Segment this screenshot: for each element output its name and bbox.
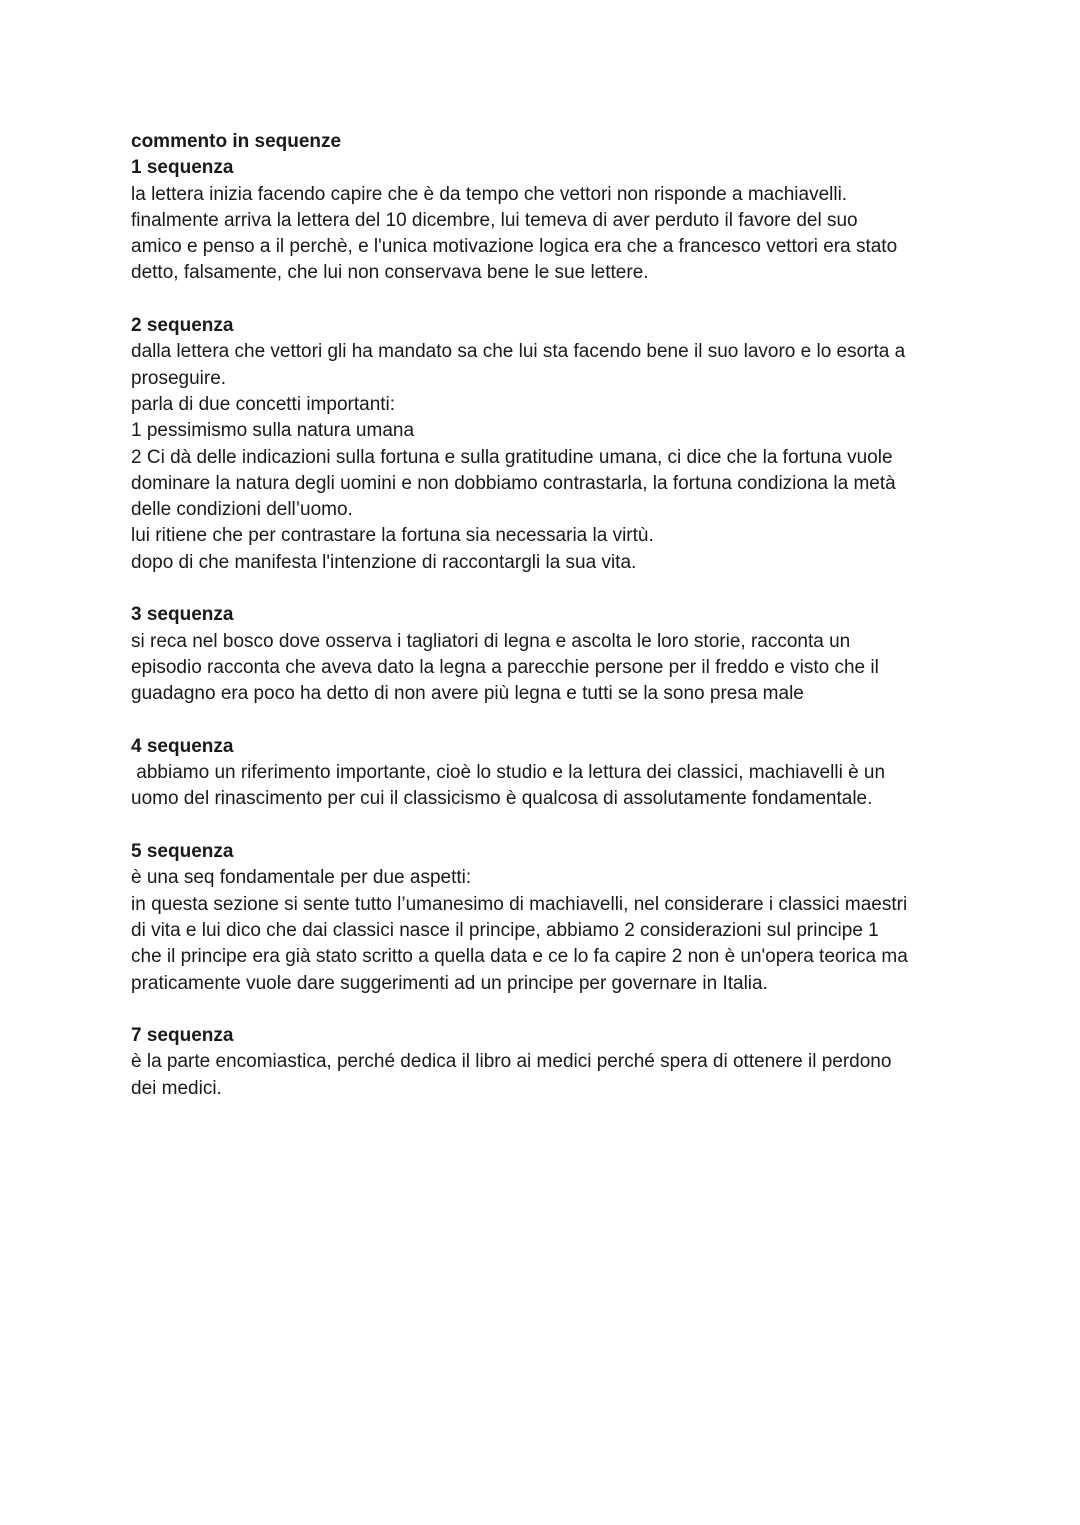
section-heading: 1 sequenza — [131, 157, 234, 179]
paragraph-line: che il principe era già stato scritto a quella data e ce lo fa capire 2 non è un'opera teorica ma — [131, 946, 908, 968]
paragraph-line: detto, falsamente, che lui non conservava bene le sue lettere. — [131, 262, 649, 284]
section-heading: 3 sequenza — [131, 604, 234, 626]
paragraph-line: è la parte encomiastica, perché dedica il libro ai medici perché spera di ottenere il perdono — [131, 1051, 892, 1073]
section-heading: 5 sequenza — [131, 841, 234, 863]
paragraph-line: dopo di che manifesta l'intenzione di raccontargli la sua vita. — [131, 551, 637, 573]
paragraph-line: la lettera inizia facendo capire che è da tempo che vettori non risponde a machiavelli. — [131, 183, 848, 205]
paragraph-line: 2 Ci dà delle indicazioni sulla fortuna e sulla gratitudine umana, ci dice che la fortuna vuole — [131, 446, 893, 468]
section-heading: 2 sequenza — [131, 315, 234, 337]
paragraph-line: dei medici. — [131, 1077, 222, 1099]
paragraph-line: si reca nel bosco dove osserva i tagliatori di legna e ascolta le loro storie, racconta un — [131, 630, 851, 652]
paragraph-line: amico e penso a il perchè, e l'unica motivazione logica era che a francesco vettori era stato — [131, 236, 898, 258]
section-3-sequenza — [131, 602, 961, 707]
paragraph-line: è una seq fondamentale per due aspetti: — [131, 867, 472, 889]
paragraph-line: abbiamo un riferimento importante, cioè lo studio e la lettura dei classici, machiavelli è un — [131, 762, 886, 784]
document-title: commento in sequenze — [131, 131, 342, 152]
section-4-sequenza — [131, 734, 961, 813]
section-heading: 4 sequenza — [131, 735, 234, 757]
section-1-sequenza — [131, 155, 961, 286]
paragraph-line: dominare la natura degli uomini e non dobbiamo contrastarla, la fortuna condiziona la metà — [131, 472, 896, 494]
document-page — [131, 129, 961, 1102]
section-2-sequenza — [131, 313, 961, 576]
paragraph-line: praticamente vuole dare suggerimenti ad un principe per governare in Italia. — [131, 972, 768, 994]
paragraph-line: uomo del rinascimento per cui il classicismo è qualcosa di assolutamente fondamentale. — [131, 788, 873, 810]
section-7-sequenza — [131, 1023, 961, 1102]
paragraph-line: lui ritiene che per contrastare la fortuna sia necessaria la virtù. — [131, 525, 654, 547]
paragraph-line: delle condizioni dell’uomo. — [131, 499, 353, 521]
paragraph-line: dalla lettera che vettori gli ha mandato sa che lui sta facendo bene il suo lavoro e lo esorta a — [131, 341, 906, 363]
paragraph-line: parla di due concetti importanti: — [131, 393, 396, 415]
paragraph-line: 1 pessimismo sulla natura umana — [131, 420, 415, 442]
paragraph-line: finalmente arriva la lettera del 10 dicembre, lui temeva di aver perduto il favore del suo — [131, 209, 858, 231]
paragraph-line: di vita e lui dico che dai classici nasce il principe, abbiamo 2 considerazioni sul principe 1 — [131, 919, 879, 941]
section-5-sequenza — [131, 839, 961, 997]
paragraph-line: episodio racconta che aveva dato la legna a parecchie persone per il freddo e visto che il — [131, 656, 879, 678]
paragraph-line: proseguire. — [131, 367, 227, 389]
paragraph-line: in questa sezione si sente tutto l’umanesimo di machiavelli, nel considerare i classici maestri — [131, 893, 908, 915]
paragraph-line: guadagno era poco ha detto di non avere più legna e tutti se la sono presa male — [131, 683, 804, 705]
section-heading: 7 sequenza — [131, 1025, 234, 1047]
